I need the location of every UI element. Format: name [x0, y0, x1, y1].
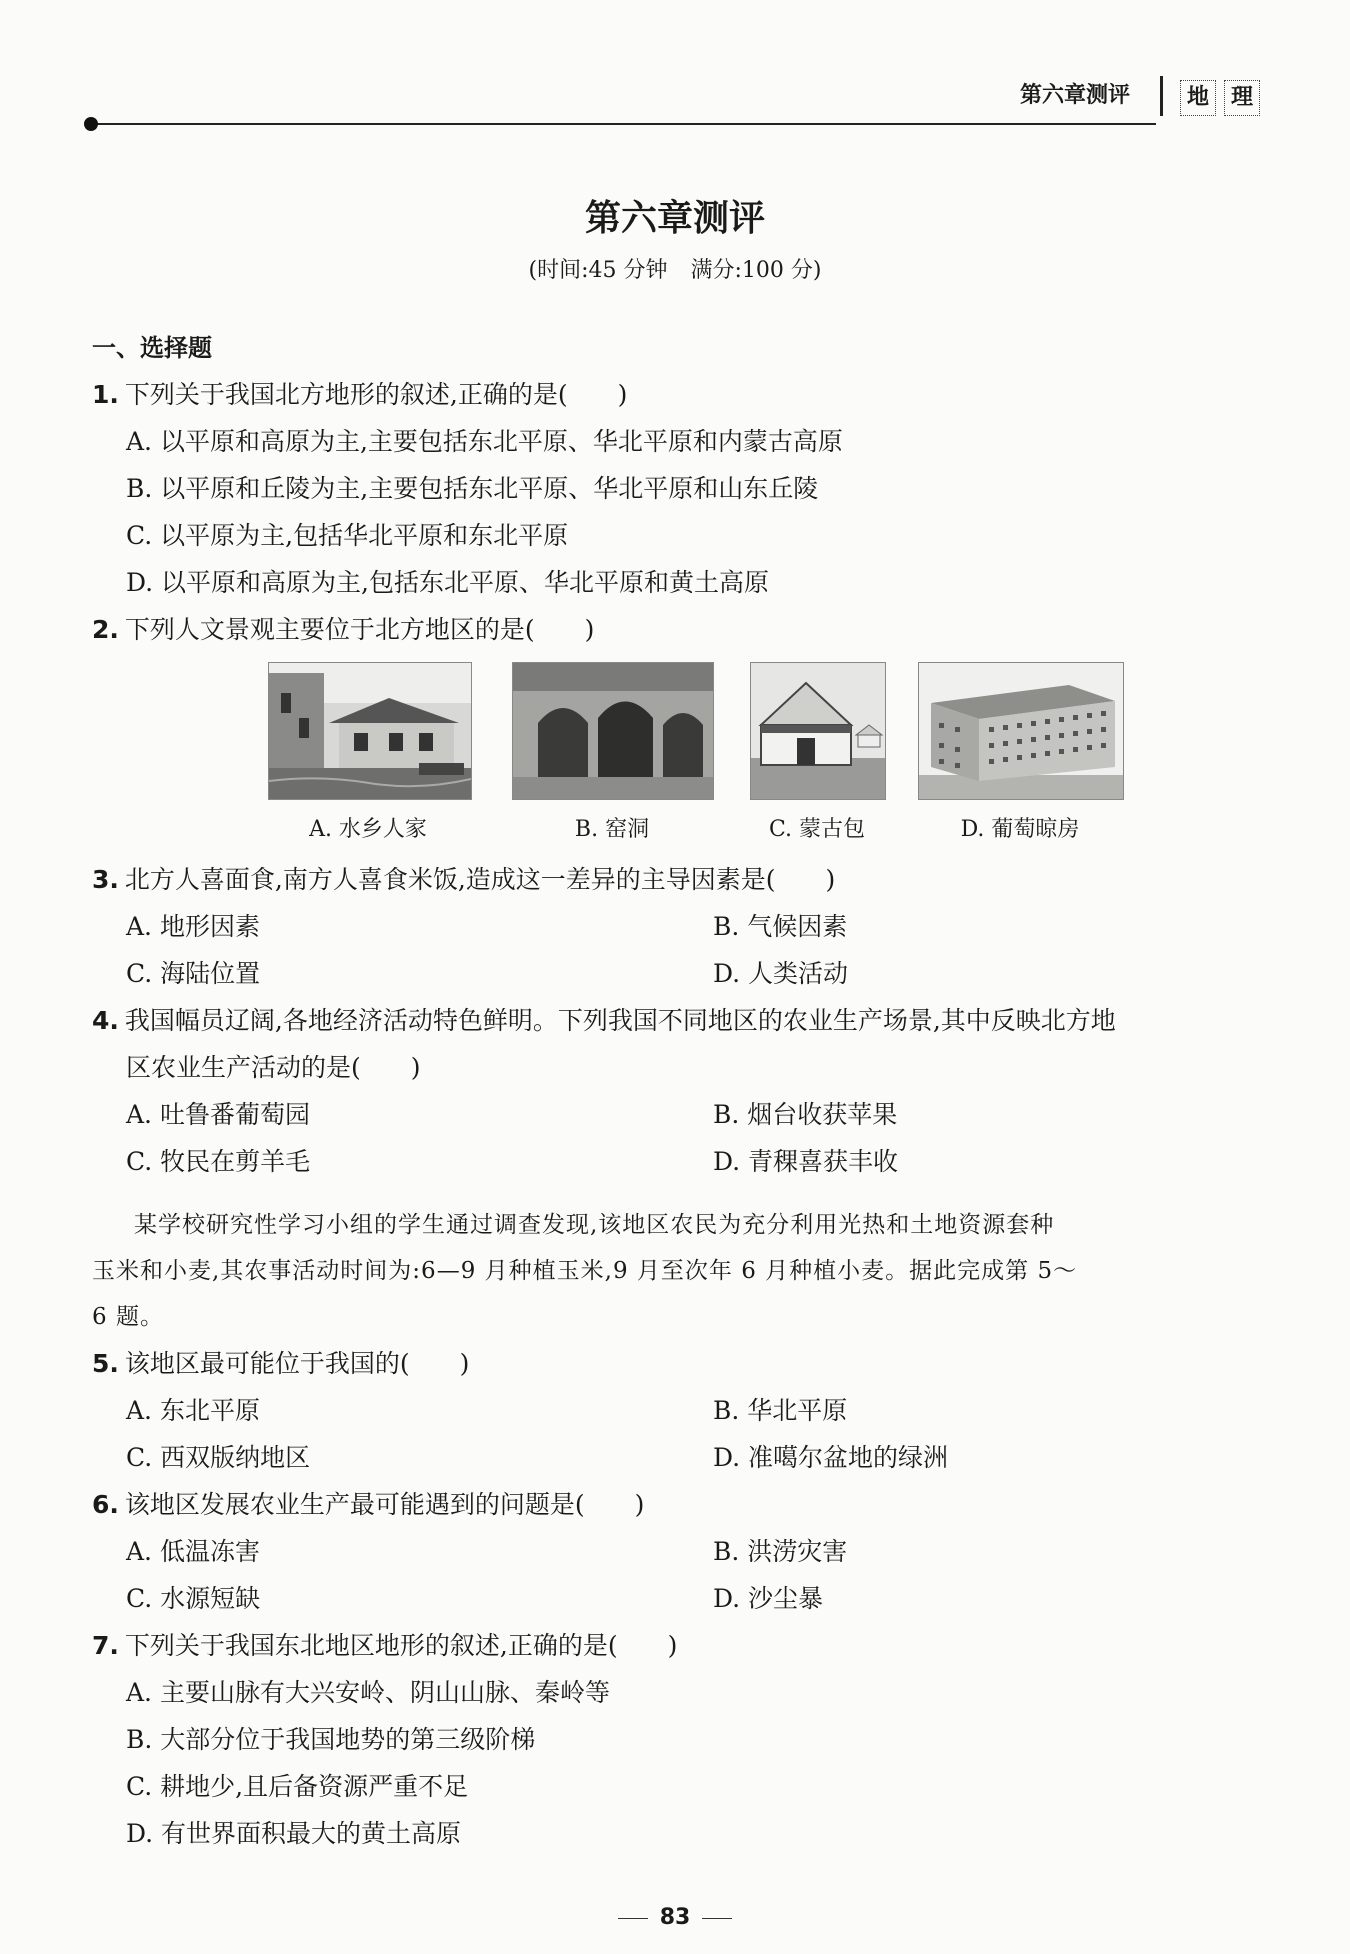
passage-line-3: 6 题。: [92, 1304, 164, 1330]
question-number: 6.: [92, 1490, 119, 1519]
q1-option-a[interactable]: A. 以平原和高原为主,主要包括东北平原、华北平原和内蒙古高原: [126, 427, 843, 456]
caption-d: D. 葡萄晾房: [960, 817, 1080, 842]
photo-grape-drying-house[interactable]: [918, 662, 1124, 800]
question-5: [92, 1344, 469, 1380]
question-4-continued: 区农业生产活动的是( ): [126, 1053, 421, 1082]
passage-line-1: 某学校研究性学习小组的学生通过调查发现,该地区农民为充分利用光热和土地资源套种: [134, 1212, 1055, 1238]
question-1: [92, 375, 627, 411]
q3-option-b[interactable]: B. 气候因素: [713, 912, 848, 941]
question-number: 7.: [92, 1631, 119, 1660]
question-text: 北方人喜面食,南方人喜食米饭,造成这一差异的主导因素是( ): [124, 865, 836, 894]
question-number: 2.: [92, 615, 119, 644]
page-number: [0, 1905, 1350, 1930]
question-number: 3.: [92, 865, 119, 894]
header-separator: [1160, 76, 1163, 116]
q3-option-c[interactable]: C. 海陆位置: [126, 959, 261, 988]
photo-cave-dwelling[interactable]: [512, 662, 714, 800]
header-rule: [88, 123, 1156, 125]
q4-option-d[interactable]: D. 青稞喜获丰收: [713, 1147, 899, 1176]
question-text: 该地区最可能位于我国的( ): [124, 1349, 470, 1378]
page-number-dash-right: [702, 1918, 732, 1919]
caption-a: A. 水乡人家: [309, 817, 427, 842]
q7-option-a[interactable]: A. 主要山脉有大兴安岭、阴山山脉、秦岭等: [126, 1678, 610, 1707]
question-4: [92, 1001, 1116, 1037]
question-text: 下列关于我国东北地区地形的叙述,正确的是( ): [124, 1631, 678, 1660]
q4-option-a[interactable]: A. 吐鲁番葡萄园: [126, 1100, 310, 1129]
q5-option-b[interactable]: B. 华北平原: [713, 1396, 848, 1425]
q6-option-a[interactable]: A. 低温冻害: [126, 1537, 260, 1566]
question-text: 下列人文景观主要位于北方地区的是( ): [124, 615, 595, 644]
question-2: [92, 610, 594, 646]
header-dot: [84, 117, 98, 131]
subject-char-1: 地: [1180, 80, 1216, 116]
question-number: 5.: [92, 1349, 119, 1378]
q3-option-d[interactable]: D. 人类活动: [713, 959, 849, 988]
q5-option-c[interactable]: C. 西双版纳地区: [126, 1443, 311, 1472]
section-heading: 一、选择题: [92, 334, 212, 362]
page-title: 第六章测评: [584, 198, 765, 239]
q1-option-c[interactable]: C. 以平原为主,包括华北平原和东北平原: [126, 521, 569, 550]
q6-option-c[interactable]: C. 水源短缺: [126, 1584, 261, 1613]
q4-option-b[interactable]: B. 烟台收获苹果: [713, 1100, 898, 1129]
question-3: [92, 860, 835, 896]
question-number: 1.: [92, 380, 119, 409]
question-6: [92, 1485, 644, 1521]
passage-line-2: 玉米和小麦,其农事活动时间为:6—9 月种植玉米,9 月至次年 6 月种植小麦。据此完成第 5～: [92, 1258, 1078, 1284]
page-number-dash-left: [618, 1918, 648, 1919]
chapter-tag: 第六章测评: [1020, 83, 1131, 108]
q6-option-b[interactable]: B. 洪涝灾害: [713, 1537, 848, 1566]
subject-char-2: 理: [1224, 80, 1260, 116]
page-number-value: 83: [659, 1905, 691, 1930]
q7-option-d[interactable]: D. 有世界面积最大的黄土高原: [126, 1819, 462, 1848]
q1-option-d[interactable]: D. 以平原和高原为主,包括东北平原、华北平原和黄土高原: [126, 568, 769, 597]
q7-option-b[interactable]: B. 大部分位于我国地势的第三级阶梯: [126, 1725, 536, 1754]
question-number: 4.: [92, 1006, 119, 1035]
photo-yurt[interactable]: [750, 662, 886, 800]
question-text: 我国幅员辽阔,各地经济活动特色鲜明。下列我国不同地区的农业生产场景,其中反映北方地: [124, 1006, 1116, 1035]
q1-option-b[interactable]: B. 以平原和丘陵为主,主要包括东北平原、华北平原和山东丘陵: [126, 474, 819, 503]
q7-option-c[interactable]: C. 耕地少,且后备资源严重不足: [126, 1772, 469, 1801]
time-limit: (时间:45 分钟: [528, 258, 668, 283]
q6-option-d[interactable]: D. 沙尘暴: [713, 1584, 824, 1613]
photo-water-town[interactable]: [268, 662, 472, 800]
q5-option-a[interactable]: A. 东北平原: [126, 1396, 260, 1425]
q5-option-d[interactable]: D. 准噶尔盆地的绿洲: [713, 1443, 949, 1472]
caption-b: B. 窑洞: [574, 817, 650, 842]
question-7: [92, 1626, 677, 1662]
question-text: 下列关于我国北方地形的叙述,正确的是( ): [124, 380, 628, 409]
exam-info: [0, 253, 1350, 284]
q4-option-c[interactable]: C. 牧民在剪羊毛: [126, 1147, 311, 1176]
caption-c: C. 蒙古包: [768, 817, 866, 842]
full-score: 满分:100 分): [690, 258, 822, 283]
q3-option-a[interactable]: A. 地形因素: [126, 912, 260, 941]
question-text: 该地区发展农业生产最可能遇到的问题是( ): [124, 1490, 645, 1519]
